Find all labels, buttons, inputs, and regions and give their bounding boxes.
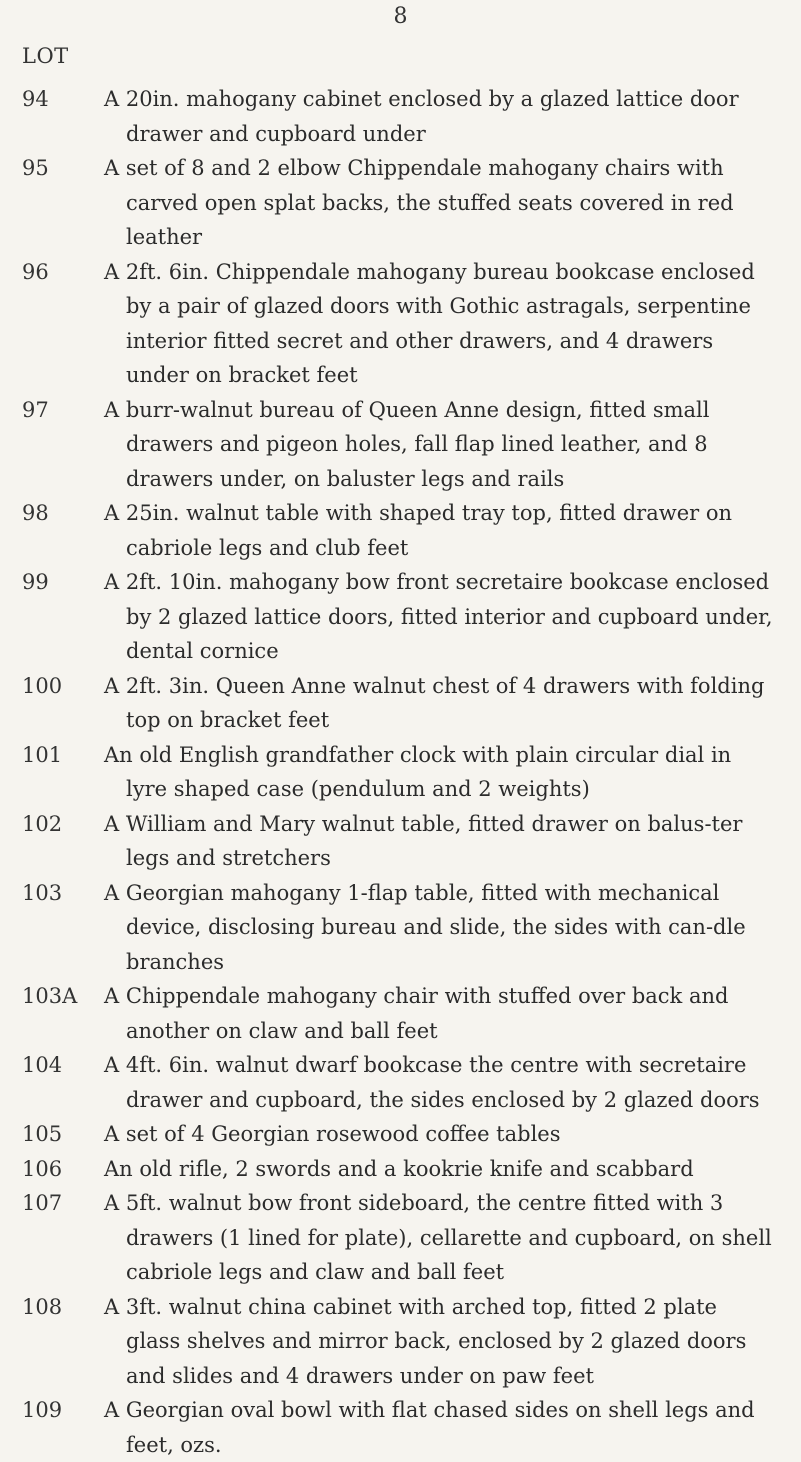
- lot-number: 107: [22, 1191, 63, 1215]
- lot-number: 99: [22, 570, 49, 594]
- lot-number: 98: [22, 501, 49, 525]
- lot-number: 100: [22, 673, 63, 698]
- lot-item: [0, 82, 801, 151]
- lot-description: A 3ft. walnut china cabinet with arched top, fitted 2 plate glass shelves and mirror back, enclosed by 2 glazed doors and slides and 4 drawers under on paw feet: [104, 1294, 747, 1388]
- lot-description: A William and Mary walnut table, fitted drawer on balus-ter legs and stretchers: [104, 811, 743, 870]
- lot-item: [0, 151, 801, 255]
- lot-item: [0, 255, 801, 393]
- lot-number: 101: [22, 742, 63, 767]
- lot-list: [0, 82, 801, 1462]
- lot-item: [0, 1186, 801, 1290]
- lot-description: A set of 8 and 2 elbow Chippendale mahogany chairs with carved open splat backs, the stuffed seats covered in red leather: [104, 156, 734, 249]
- lot-number: 104: [22, 1053, 63, 1077]
- lot-item: [0, 393, 801, 497]
- lot-number: 105: [22, 1122, 63, 1146]
- lot-item: [0, 876, 801, 980]
- lot-description: A 2ft. 10in. mahogany bow front secretaire bookcase enclosed by 2 glazed lattice doors, fitted interior and cupboard under, dental cornice: [104, 570, 773, 663]
- lot-number: 103A: [22, 984, 78, 1008]
- lot-description: A 5ft. walnut bow front sideboard, the centre fitted with 3 drawers (1 lined for plate), cellarette and cupboard, on shell cabriole legs and claw and ball feet: [104, 1191, 772, 1284]
- lot-item: [0, 738, 801, 807]
- lot-number: 109: [22, 1398, 63, 1422]
- lot-number: 97: [22, 397, 49, 422]
- lot-description: An old English grandfather clock with plain circular dial in lyre shaped case (pendulum and 2 weights): [104, 742, 732, 801]
- lot-description: An old rifle, 2 swords and a kookrie knife and scabbard: [104, 1156, 694, 1181]
- lot-description: A set of 4 Georgian rosewood coffee tables: [104, 1122, 561, 1146]
- lot-description: A 20in. mahogany cabinet enclosed by a glazed lattice door drawer and cupboard under: [104, 87, 739, 146]
- lot-number: 96: [22, 259, 49, 284]
- lot-number: 102: [22, 811, 63, 836]
- lot-item: [0, 1048, 801, 1117]
- lot-item: [0, 669, 801, 738]
- lot-item: [0, 1393, 801, 1462]
- lot-item: [0, 807, 801, 876]
- lot-number: 103: [22, 880, 63, 905]
- lot-item: [0, 496, 801, 565]
- lot-item: [0, 979, 801, 1048]
- lot-description: A burr-walnut bureau of Queen Anne design, fitted small drawers and pigeon holes, fall flap lined leather, and 8 drawers under, on baluster legs and rails: [104, 397, 710, 491]
- page-number: 8: [393, 4, 408, 29]
- lot-description: A 2ft. 6in. Chippendale mahogany bureau bookcase enclosed by a pair of glazed doors with Gothic astragals, serpentine interior fitted secret and other drawers, and 4 drawers under on bracket feet: [104, 259, 755, 387]
- lot-description: A 4ft. 6in. walnut dwarf bookcase the centre with secretaire drawer and cupboard, the sides enclosed by 2 glazed doors: [104, 1053, 760, 1112]
- lot-description: A Chippendale mahogany chair with stuffed over back and another on claw and ball feet: [104, 984, 729, 1043]
- lot-number: 95: [22, 156, 49, 180]
- lot-item: [0, 1152, 801, 1187]
- lot-description: A 2ft. 3in. Queen Anne walnut chest of 4 drawers with folding top on bracket feet: [104, 673, 765, 732]
- lot-number: 106: [22, 1156, 63, 1181]
- lot-description: A 25in. walnut table with shaped tray top, fitted drawer on cabriole legs and club feet: [104, 501, 733, 560]
- lot-item: [0, 565, 801, 669]
- lot-column-header: LOT: [22, 44, 69, 68]
- lot-description: A Georgian oval bowl with flat chased sides on shell legs and feet, ozs.: [104, 1398, 755, 1457]
- lot-item: [0, 1117, 801, 1152]
- lot-number: 108: [22, 1294, 63, 1319]
- lot-item: [0, 1290, 801, 1394]
- lot-number: 94: [22, 87, 49, 111]
- lot-description: A Georgian mahogany 1-flap table, fitted with mechanical device, disclosing bureau and slide, the sides with can-dle branches: [104, 880, 746, 974]
